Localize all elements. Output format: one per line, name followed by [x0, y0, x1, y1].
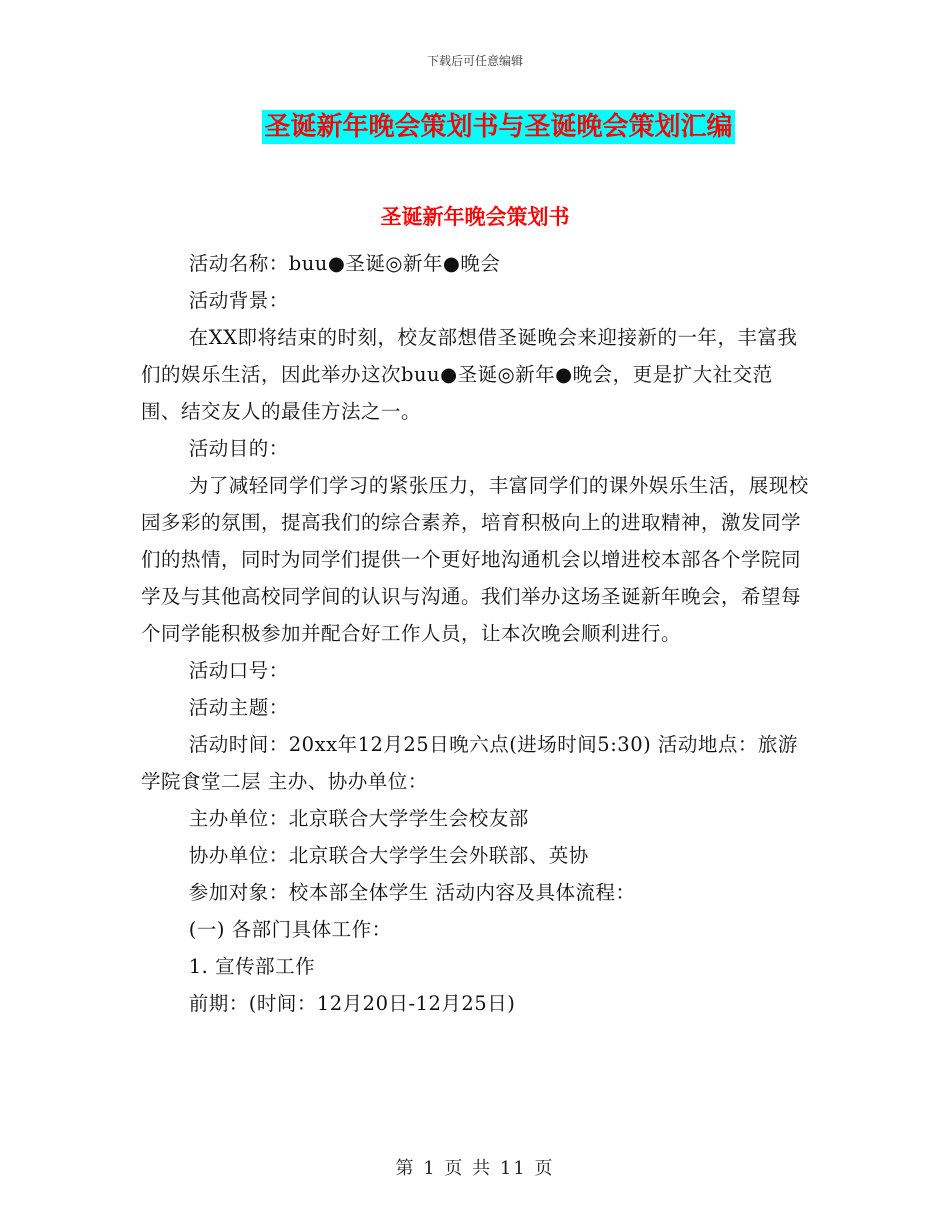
- paragraph-background-label: 活动背景：: [188, 289, 289, 312]
- header-note: 下载后可任意编辑: [426, 54, 523, 68]
- document-title: [0, 110, 950, 144]
- page-footer: 第 1 页 共 11 页: [395, 1158, 555, 1179]
- paragraph-purpose-label: 活动目的：: [188, 437, 289, 460]
- paragraph-activity-name: 活动名称：buu●圣诞◎新年●晚会: [188, 252, 501, 275]
- paragraph-host: 主办单位：北京联合大学学生会校友部: [188, 807, 529, 830]
- paragraph-publicity-work: 1. 宣传部工作: [188, 955, 316, 978]
- section-title: 圣诞新年晚会策划书: [380, 204, 570, 229]
- document-title-text: 圣诞新年晚会策划书与圣诞晚会策划汇编: [264, 112, 733, 142]
- paragraph-slogan: 活动口号：: [188, 659, 289, 682]
- document-body: [141, 245, 811, 1022]
- paragraph-department-work: (一) 各部门具体工作：: [188, 918, 392, 941]
- paragraph-co-host: 协办单位：北京联合大学学生会外联部、英协: [188, 844, 589, 867]
- paragraph-background: 在XX即将结束的时刻，校友部想借圣诞晚会来迎接新的一年，丰富我们的娱乐生活，因此举办这次buu●圣诞◎新年●晚会，更是扩大社交范围、结交友人的最佳方法之一。: [141, 326, 798, 423]
- paragraph-theme: 活动主题：: [188, 696, 289, 719]
- paragraph-purpose: 为了减轻同学们学习的紧张压力，丰富同学们的课外娱乐生活，展现校园多彩的氛围，提高我们的综合素养，培育积极向上的进取精神，激发同学们的热情，同时为同学们提供一个更好地沟通机会以增进校本部各个学院同学及与其他高校同学间的认识与沟通。我们举办这场圣诞新年晚会，希望每个同学能积极参加并配合好工作人员，让本次晚会顺利进行。: [141, 474, 809, 645]
- paragraph-time-location: 活动时间：20xx年12月25日晚六点(进场时间5:30) 活动地点：旅游学院食堂二层 主办、协办单位：: [141, 733, 798, 793]
- paragraph-early-stage: 前期：(时间：12月20日-12月25日): [188, 992, 516, 1015]
- paragraph-participants: 参加对象：校本部全体学生 活动内容及具体流程：: [188, 881, 636, 904]
